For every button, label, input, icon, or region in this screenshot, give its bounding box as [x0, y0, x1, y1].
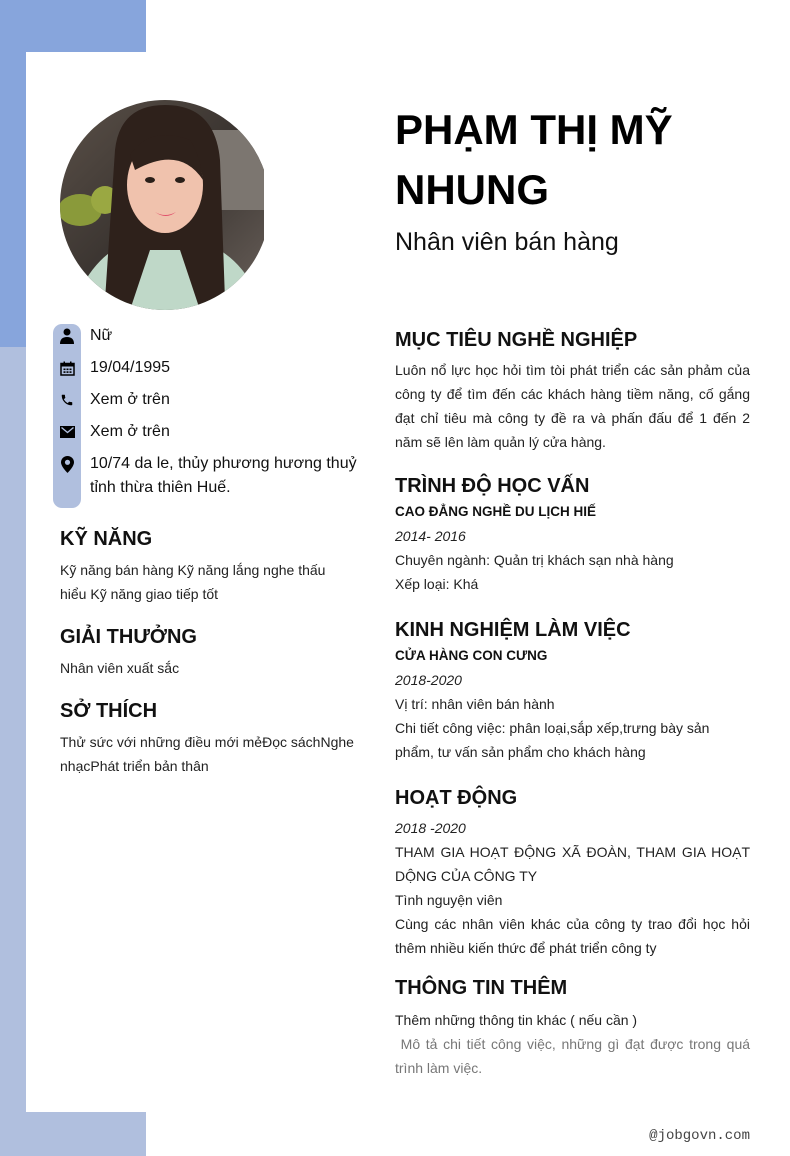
location-icon — [58, 455, 76, 473]
candidate-job-title: Nhân viên bán hàng — [395, 228, 619, 256]
education-major: Chuyên ngành: Quản trị khách sạn nhà hàng — [395, 552, 674, 568]
education-school: CAO ĐẲNG NGHỀ DU LỊCH HIẾ — [395, 504, 597, 519]
experience-details: Chi tiết công việc: phân loại,sắp xếp,trưng bày sản phẩm, tư vấn sản phẩm cho khách hàng — [395, 720, 710, 760]
experience-title: KINH NGHIỆM LÀM VIỆC — [395, 619, 631, 641]
education-grade: Xếp loại: Khá — [395, 576, 479, 592]
birthdate-text: 19/04/1995 — [90, 359, 171, 376]
activities-section — [395, 784, 750, 960]
info-birthdate — [58, 356, 360, 380]
experience-position: Vị trí: nhân viên bán hành — [395, 696, 555, 712]
profile-photo — [60, 100, 270, 310]
decor-block-bottom — [0, 1112, 146, 1156]
candidate-name: PHẠM THỊ MỸ NHUNG — [395, 106, 673, 213]
activities-title: HOẠT ĐỘNG — [395, 787, 518, 809]
info-phone — [58, 388, 360, 412]
education-section — [395, 472, 750, 596]
objective-section — [395, 326, 750, 454]
photo-edge-mask — [264, 100, 272, 310]
experience-section — [395, 616, 750, 764]
education-date: 2014- 2016 — [395, 528, 466, 544]
skills-body: Kỹ năng bán hàng Kỹ năng lắng nghe thấu hiểu Kỹ năng giao tiếp tốt — [60, 562, 326, 602]
awards-section — [60, 624, 360, 680]
awards-title: GIẢI THƯỞNG — [60, 626, 197, 648]
decor-strip-lower — [0, 347, 26, 1156]
objective-body: Luôn nổ lực học hỏi tìm tòi phát triển các sản phảm của công ty để tìm đến các khách hàng tiềm năng, cố gắng đạt chỉ tiêu mà công ty đề ra và phấn đấu để 1 đến 2 năm sẽ lên làm quản lý cửa hàng. — [395, 362, 750, 450]
info-address — [58, 452, 360, 500]
info-gender — [58, 324, 360, 348]
additional-line2: Mô tả chi tiết công việc, những gì đạt được trong quá trình làm việc. — [395, 1036, 754, 1076]
gender-text: Nữ — [90, 327, 113, 344]
person-icon — [58, 327, 76, 345]
watermark: @jobgovn.com — [649, 1128, 750, 1144]
experience-company: CỬA HÀNG CON CƯNG — [395, 648, 548, 663]
email-text: Xem ở trên — [90, 423, 170, 440]
objective-title: MỤC TIÊU NGHỀ NGHIỆP — [395, 329, 638, 351]
awards-body: Nhân viên xuất sắc — [60, 660, 180, 676]
hobbies-title: SỞ THÍCH — [60, 700, 158, 722]
activities-name: THAM GIA HOẠT ĐỘNG XÃ ĐOÀN, THAM GIA HOẠT DỘNG CỦA CÔNG TY — [395, 844, 750, 884]
hobbies-section — [60, 698, 360, 778]
activities-details: Cùng các nhân viên khác của công ty trao đổi học hỏi thêm nhiều kiến thức để phát triển công ty — [395, 916, 750, 956]
additional-title: THÔNG TIN THÊM — [395, 977, 568, 999]
activities-role: Tình nguyện viên — [395, 892, 503, 908]
decor-block-top — [0, 0, 146, 52]
hobbies-body: Thử sức với những điều mới mẻĐọc sáchNghe nhạcPhát triển bản thân — [60, 734, 354, 774]
address-text: 10/74 da le, thủy phương hương thuỷ tỉnh thừa thiên Huế. — [90, 455, 357, 496]
additional-section — [395, 974, 754, 1080]
decor-strip-upper — [0, 52, 26, 347]
activities-date: 2018 -2020 — [395, 820, 466, 836]
mail-icon — [58, 423, 76, 441]
skills-section — [60, 526, 360, 606]
phone-icon — [58, 391, 76, 409]
info-email — [58, 420, 360, 444]
additional-line1: Thêm những thông tin khác ( nếu cần ) — [395, 1012, 638, 1028]
education-title: TRÌNH ĐỘ HỌC VẤN — [395, 475, 590, 497]
experience-date: 2018-2020 — [395, 672, 462, 688]
skills-title: KỸ NĂNG — [60, 528, 153, 550]
calendar-icon — [58, 359, 76, 377]
phone-text: Xem ở trên — [90, 391, 170, 408]
